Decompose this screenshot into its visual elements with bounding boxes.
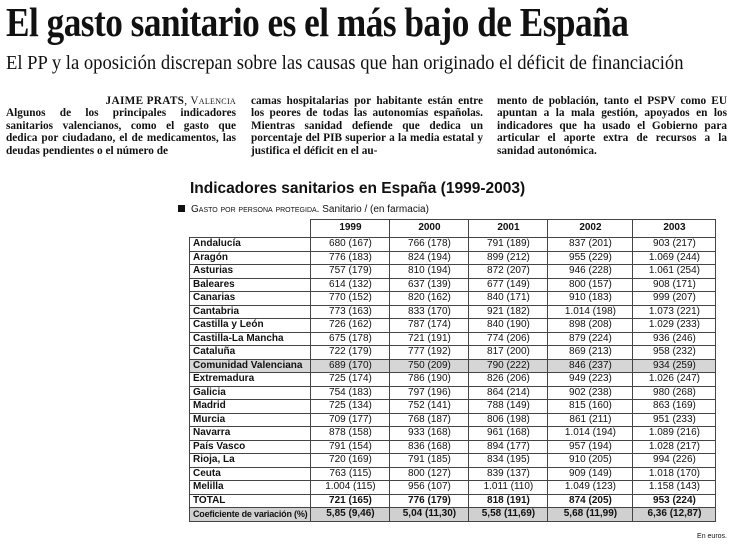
value-cell: 1.004 (115) — [311, 481, 390, 495]
article-column-1 — [6, 95, 236, 157]
value-cell: 921 (182) — [469, 305, 548, 319]
value-cell: 826 (206) — [469, 373, 548, 387]
value-cell: 936 (246) — [633, 332, 716, 346]
table-row — [190, 494, 716, 508]
value-cell: 846 (237) — [548, 359, 633, 373]
table-row — [190, 346, 716, 360]
table-row — [190, 251, 716, 265]
value-cell: 910 (205) — [548, 454, 633, 468]
value-cell: 763 (115) — [311, 467, 390, 481]
value-cell: 934 (259) — [633, 359, 716, 373]
value-cell: 878 (158) — [311, 427, 390, 441]
value-cell: 994 (226) — [633, 454, 716, 468]
value-cell: 956 (107) — [390, 481, 469, 495]
region-name: Andalucía — [190, 238, 311, 252]
value-cell: 774 (206) — [469, 332, 548, 346]
article-column-3 — [497, 95, 727, 157]
year-header: 2000 — [390, 220, 469, 238]
value-cell: 902 (238) — [548, 386, 633, 400]
value-cell: 614 (132) — [311, 278, 390, 292]
table-row — [190, 508, 716, 522]
value-cell: 6,36 (12,87) — [633, 508, 716, 522]
table-subtitle-smallcaps: Gasto por persona protegida. — [191, 204, 320, 215]
byline-location: , Valencia — [184, 95, 236, 107]
region-name: Canarias — [190, 292, 311, 306]
value-cell: 680 (167) — [311, 238, 390, 252]
value-cell: 750 (209) — [390, 359, 469, 373]
value-cell: 721 (165) — [311, 494, 390, 508]
region-name: Coeficiente de variación (%) — [190, 508, 311, 522]
value-cell: 766 (178) — [390, 238, 469, 252]
value-cell: 818 (191) — [469, 494, 548, 508]
table-row — [190, 278, 716, 292]
region-name: Asturias — [190, 265, 311, 279]
value-cell: 840 (171) — [469, 292, 548, 306]
value-cell: 786 (190) — [390, 373, 469, 387]
table-subtitle — [178, 204, 429, 215]
square-bullet-icon — [178, 205, 185, 212]
value-cell: 836 (168) — [390, 440, 469, 454]
region-name: Castilla y León — [190, 319, 311, 333]
region-name: Baleares — [190, 278, 311, 292]
value-cell: 791 (185) — [390, 454, 469, 468]
value-cell: 899 (212) — [469, 251, 548, 265]
value-cell: 1.014 (194) — [548, 427, 633, 441]
value-cell: 791 (189) — [469, 238, 548, 252]
table-row — [190, 373, 716, 387]
value-cell: 752 (141) — [390, 400, 469, 414]
value-cell: 863 (169) — [633, 400, 716, 414]
value-cell: 933 (168) — [390, 427, 469, 441]
table-row — [190, 481, 716, 495]
value-cell: 1.014 (198) — [548, 305, 633, 319]
value-cell: 5,58 (11,69) — [469, 508, 548, 522]
table-row — [190, 454, 716, 468]
value-cell: 898 (208) — [548, 319, 633, 333]
region-name: Melilla — [190, 481, 311, 495]
region-name: Castilla-La Mancha — [190, 332, 311, 346]
region-name: Galicia — [190, 386, 311, 400]
table-row — [190, 413, 716, 427]
table-row — [190, 332, 716, 346]
value-cell: 5,85 (9,46) — [311, 508, 390, 522]
value-cell: 776 (179) — [390, 494, 469, 508]
value-cell: 1.049 (123) — [548, 481, 633, 495]
value-cell: 824 (194) — [390, 251, 469, 265]
value-cell: 957 (194) — [548, 440, 633, 454]
value-cell: 637 (139) — [390, 278, 469, 292]
value-cell: 726 (162) — [311, 319, 390, 333]
value-cell: 788 (149) — [469, 400, 548, 414]
value-cell: 800 (157) — [548, 278, 633, 292]
value-cell: 725 (174) — [311, 373, 390, 387]
value-cell: 872 (207) — [469, 265, 548, 279]
value-cell: 5,68 (11,99) — [548, 508, 633, 522]
value-cell: 874 (205) — [548, 494, 633, 508]
value-cell: 777 (192) — [390, 346, 469, 360]
value-cell: 953 (224) — [633, 494, 716, 508]
value-cell: 754 (183) — [311, 386, 390, 400]
value-cell: 800 (127) — [390, 467, 469, 481]
value-cell: 839 (137) — [469, 467, 548, 481]
table-row — [190, 319, 716, 333]
byline-author: JAIME PRATS — [105, 95, 185, 107]
table-row — [190, 292, 716, 306]
value-cell: 768 (187) — [390, 413, 469, 427]
byline — [6, 95, 236, 107]
table-row — [190, 265, 716, 279]
year-header: 2003 — [633, 220, 716, 238]
table-body — [190, 238, 716, 522]
region-name: Navarra — [190, 427, 311, 441]
value-cell: 908 (171) — [633, 278, 716, 292]
value-cell: 961 (168) — [469, 427, 548, 441]
value-cell: 810 (194) — [390, 265, 469, 279]
region-name: Aragón — [190, 251, 311, 265]
value-cell: 820 (162) — [390, 292, 469, 306]
table-header-corner — [190, 220, 311, 238]
column-3-text: mento de población, tanto el PSPV como EU apuntan a la mala gestión, apoyados en los indicadores que ha usado el Gobierno para articular el aporte extra de recursos a la sanidad autonómica. — [497, 95, 727, 157]
value-cell: 879 (224) — [548, 332, 633, 346]
table-row — [190, 305, 716, 319]
value-cell: 833 (170) — [390, 305, 469, 319]
value-cell: 1.011 (110) — [469, 481, 548, 495]
table-subtitle-rest: Sanitario / (en farmacia) — [319, 204, 429, 215]
value-cell: 955 (229) — [548, 251, 633, 265]
value-cell: 757 (179) — [311, 265, 390, 279]
value-cell: 834 (195) — [469, 454, 548, 468]
value-cell: 722 (179) — [311, 346, 390, 360]
table-row — [190, 467, 716, 481]
year-header: 2002 — [548, 220, 633, 238]
table-row — [190, 238, 716, 252]
region-name: Extremadura — [190, 373, 311, 387]
value-cell: 797 (196) — [390, 386, 469, 400]
value-cell: 677 (149) — [469, 278, 548, 292]
value-cell: 815 (160) — [548, 400, 633, 414]
value-cell: 1.026 (247) — [633, 373, 716, 387]
value-cell: 903 (217) — [633, 238, 716, 252]
value-cell: 1.158 (143) — [633, 481, 716, 495]
value-cell: 910 (183) — [548, 292, 633, 306]
value-cell: 790 (222) — [469, 359, 548, 373]
table-row — [190, 386, 716, 400]
value-cell: 791 (154) — [311, 440, 390, 454]
value-cell: 709 (177) — [311, 413, 390, 427]
value-cell: 5,04 (11,30) — [390, 508, 469, 522]
value-cell: 806 (198) — [469, 413, 548, 427]
table-title: Indicadores sanitarios en España (1999-2003) — [190, 180, 526, 197]
article-column-2 — [251, 95, 483, 157]
value-cell: 951 (233) — [633, 413, 716, 427]
value-cell: 1.028 (217) — [633, 440, 716, 454]
region-name: Madrid — [190, 400, 311, 414]
value-cell: 840 (190) — [469, 319, 548, 333]
table-header-row — [190, 220, 716, 238]
value-cell: 770 (152) — [311, 292, 390, 306]
region-name: Ceuta — [190, 467, 311, 481]
region-name: TOTAL — [190, 494, 311, 508]
value-cell: 837 (201) — [548, 238, 633, 252]
value-cell: 999 (207) — [633, 292, 716, 306]
year-header: 2001 — [469, 220, 548, 238]
region-name: Cataluña — [190, 346, 311, 360]
value-cell: 958 (232) — [633, 346, 716, 360]
region-name: País Vasco — [190, 440, 311, 454]
health-indicators-table — [189, 219, 716, 522]
value-cell: 909 (149) — [548, 467, 633, 481]
column-1-text: Algunos de los principales indicadores sanitarios valencianos, como el gasto que dedica por ciudadano, el de medicamentos, las deudas pendientes o el número de — [6, 107, 236, 157]
value-cell: 1.073 (221) — [633, 305, 716, 319]
headline: El gasto sanitario es el más bajo de España — [6, 0, 629, 45]
subheadline: El PP y la oposición discrepan sobre las causas que han originado el déficit de financiación — [6, 52, 684, 74]
value-cell: 980 (268) — [633, 386, 716, 400]
value-cell: 946 (228) — [548, 265, 633, 279]
value-cell: 894 (177) — [469, 440, 548, 454]
table-row — [190, 440, 716, 454]
value-cell: 861 (211) — [548, 413, 633, 427]
value-cell: 817 (200) — [469, 346, 548, 360]
value-cell: 1.069 (244) — [633, 251, 716, 265]
footnote: En euros. — [697, 533, 727, 540]
value-cell: 869 (213) — [548, 346, 633, 360]
value-cell: 864 (214) — [469, 386, 548, 400]
table-row — [190, 427, 716, 441]
value-cell: 1.029 (233) — [633, 319, 716, 333]
value-cell: 1.061 (254) — [633, 265, 716, 279]
value-cell: 689 (170) — [311, 359, 390, 373]
year-header: 1999 — [311, 220, 390, 238]
value-cell: 776 (183) — [311, 251, 390, 265]
value-cell: 720 (169) — [311, 454, 390, 468]
region-name: Rioja, La — [190, 454, 311, 468]
region-name: Comunidad Valenciana — [190, 359, 311, 373]
value-cell: 1.089 (216) — [633, 427, 716, 441]
table-row — [190, 359, 716, 373]
region-name: Murcia — [190, 413, 311, 427]
region-name: Cantabria — [190, 305, 311, 319]
table-row — [190, 400, 716, 414]
value-cell: 675 (178) — [311, 332, 390, 346]
value-cell: 721 (191) — [390, 332, 469, 346]
value-cell: 725 (134) — [311, 400, 390, 414]
column-2-text: camas hospitalarias por habitante están entre los peores de todas las autonomías españolas. Mientras sanidad defiende que dedica un porcentaje del PIB superior a la media estatal y justifica el déficit en el au- — [251, 95, 483, 157]
value-cell: 949 (223) — [548, 373, 633, 387]
value-cell: 1.018 (170) — [633, 467, 716, 481]
value-cell: 773 (163) — [311, 305, 390, 319]
value-cell: 787 (174) — [390, 319, 469, 333]
